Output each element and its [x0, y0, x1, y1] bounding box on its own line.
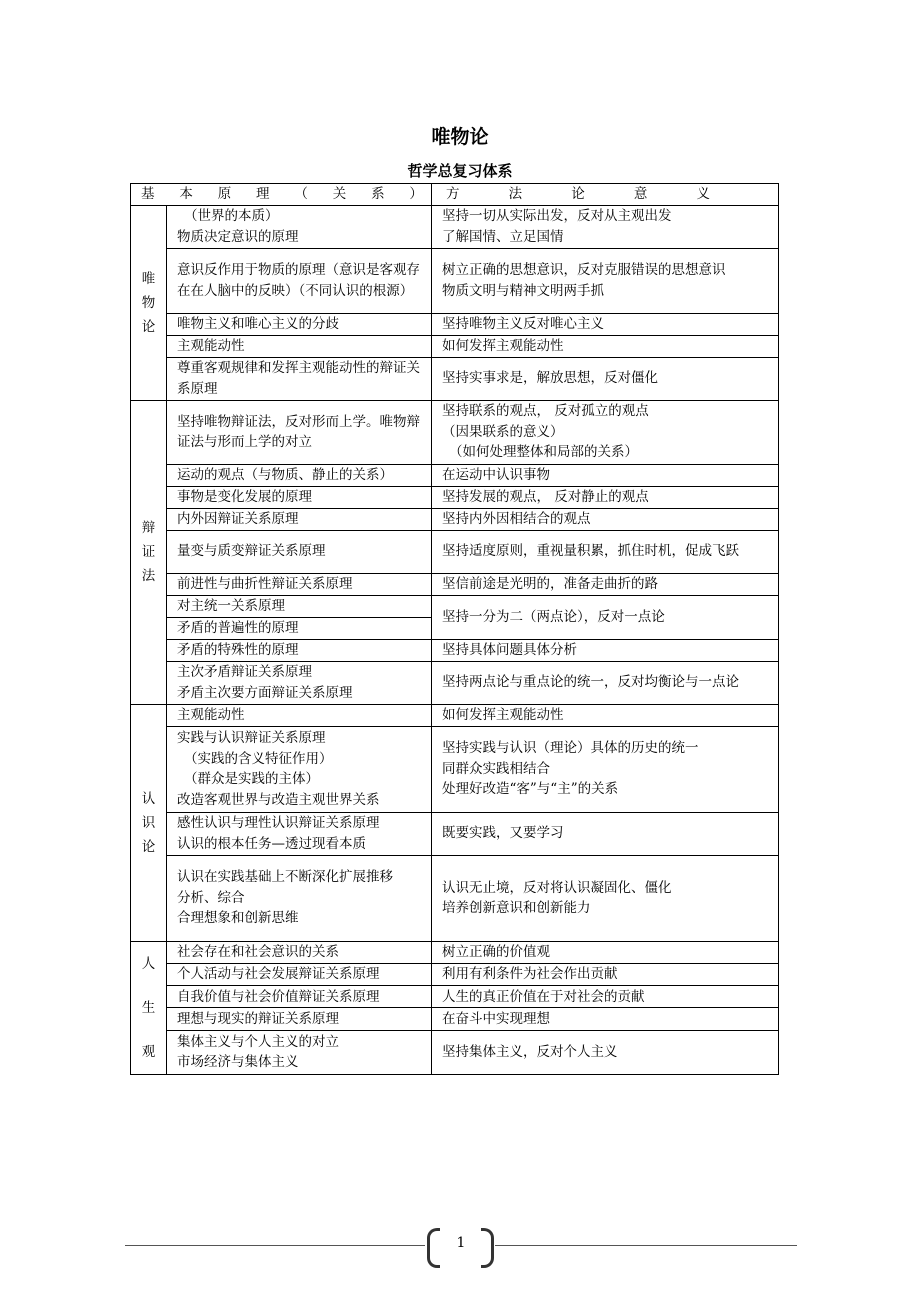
header-methodology: 方 法 论 意 义 [432, 184, 779, 206]
method-cell: 人生的真正价值在于对社会的贡献 [432, 986, 779, 1008]
method-cell: 坚持发展的观点， 反对静止的观点 [432, 486, 779, 508]
method-cell: 坚持唯物主义反对唯心主义 [432, 313, 779, 335]
principle-cell: 事物是变化发展的原理 [167, 486, 432, 508]
principle-cell: 运动的观点（与物质、静止的关系） [167, 464, 432, 486]
table-row [131, 400, 779, 464]
method-cell: 坚持内外因相结合的观点 [432, 508, 779, 530]
principle-cell: 主观能动性 [167, 335, 432, 357]
table-row [131, 941, 779, 963]
table-row [131, 1030, 779, 1074]
principle-cell: 主观能动性 [167, 704, 432, 726]
table-row [131, 986, 779, 1008]
method-cell: 利用有利条件为社会作出贡献 [432, 963, 779, 985]
table-row [131, 1008, 779, 1030]
principle-cell: 社会存在和社会意识的关系 [167, 941, 432, 963]
table-row [131, 248, 779, 313]
method-cell: 坚持一切从实际出发，反对从主观出发 了解国情、立足国情 [432, 205, 779, 248]
table-row [131, 335, 779, 357]
principle-cell: （世界的本质） 物质决定意识的原理 [167, 205, 432, 248]
principle-cell: 尊重客观规律和发挥主观能动性的辩证关系原理 [167, 357, 432, 400]
table-row [131, 726, 779, 812]
method-cell: 如何发挥主观能动性 [432, 335, 779, 357]
principle-cell: 个人活动与社会发展辩证关系原理 [167, 963, 432, 985]
table-row [131, 357, 779, 400]
principle-cell: 感性认识与理性认识辩证关系原理 认识的根本任务—透过现看本质 [167, 812, 432, 855]
principle-cell: 对主统一关系原理 [167, 595, 432, 617]
principle-cell: 前进性与曲折性辩证关系原理 [167, 573, 432, 595]
principle-cell: 主次矛盾辩证关系原理 矛盾主次要方面辩证关系原理 [167, 661, 432, 704]
table-row [131, 855, 779, 941]
method-cell: 坚持联系的观点， 反对孤立的观点 （因果联系的意义） （如何处理整体和局部的关系） [432, 400, 779, 464]
table-header-row [131, 184, 779, 206]
page-title: 唯物论 [431, 126, 489, 148]
method-cell: 既要实践，又要学习 [432, 812, 779, 855]
table-row [131, 530, 779, 573]
bracket-right-icon [481, 1228, 494, 1268]
principle-cell: 自我价值与社会价值辩证关系原理 [167, 986, 432, 1008]
table-row [131, 812, 779, 855]
table-row [131, 595, 779, 617]
principle-cell: 实践与认识辩证关系原理 （实践的含义特征作用） （群众是实践的主体） 改造客观世界与改造主观世界关系 [167, 726, 432, 812]
table-subtitle: 哲学总复习体系 [407, 162, 513, 180]
table-row [131, 205, 779, 248]
table-row [131, 508, 779, 530]
principle-cell: 理想与现实的辩证关系原理 [167, 1008, 432, 1030]
method-cell: 坚持实事求是，解放思想，反对僵化 [432, 357, 779, 400]
table-row [131, 661, 779, 704]
category-outlook-on-life: 人 生 观 [131, 941, 167, 1074]
principle-cell: 集体主义与个人主义的对立 市场经济与集体主义 [167, 1030, 432, 1074]
table-row [131, 704, 779, 726]
bracket-left-icon [427, 1228, 440, 1268]
method-cell: 在运动中认识事物 [432, 464, 779, 486]
table-row [131, 486, 779, 508]
header-principle: 基 本 原 理 （ 关 系 ） [131, 184, 432, 206]
page-number: 1 [456, 1235, 466, 1251]
table-row [131, 573, 779, 595]
page-footer [125, 1228, 797, 1264]
table-row [131, 963, 779, 985]
principle-cell: 意识反作用于物质的原理（意识是客观存在在人脑中的反映）（不同认识的根源） [167, 248, 432, 313]
principle-cell: 矛盾的特殊性的原理 [167, 639, 432, 661]
method-cell: 坚持具体问题具体分析 [432, 639, 779, 661]
method-cell: 坚持一分为二（两点论），反对一点论 [432, 595, 779, 639]
method-cell: 树立正确的思想意识，反对克服错误的思想意识 物质文明与精神文明两手抓 [432, 248, 779, 313]
principle-cell: 量变与质变辩证关系原理 [167, 530, 432, 573]
footer-divider-right [495, 1245, 797, 1246]
principle-cell: 唯物主义和唯心主义的分歧 [167, 313, 432, 335]
principle-cell: 矛盾的普遍性的原理 [167, 617, 432, 639]
method-cell: 树立正确的价值观 [432, 941, 779, 963]
principle-cell: 坚持唯物辩证法，反对形而上学。唯物辩证法与形而上学的对立 [167, 400, 432, 464]
category-materialism: 唯 物 论 [131, 205, 167, 400]
method-cell: 坚持适度原则，重视量积累，抓住时机，促成飞跃 [432, 530, 779, 573]
method-cell: 坚持实践与认识（理论）具体的历史的统一 同群众实践相结合 处理好改造“客”与“主”的关系 [432, 726, 779, 812]
method-cell: 在奋斗中实现理想 [432, 1008, 779, 1030]
footer-divider-left [125, 1245, 425, 1246]
method-cell: 坚持集体主义，反对个人主义 [432, 1030, 779, 1074]
principle-cell: 内外因辩证关系原理 [167, 508, 432, 530]
method-cell: 坚持两点论与重点论的统一，反对均衡论与一点论 [432, 661, 779, 704]
method-cell: 如何发挥主观能动性 [432, 704, 779, 726]
method-cell: 坚信前途是光明的，准备走曲折的路 [432, 573, 779, 595]
principle-cell: 认识在实践基础上不断深化扩展推移 分析、综合 合理想象和创新思维 [167, 855, 432, 941]
category-epistemology: 认 识 论 [131, 704, 167, 941]
method-cell: 认识无止境，反对将认识凝固化、僵化 培养创新意识和创新能力 [432, 855, 779, 941]
table-row [131, 464, 779, 486]
category-dialectics: 辩 证 法 [131, 400, 167, 704]
table-row [131, 313, 779, 335]
table-row [131, 639, 779, 661]
philosophy-table [130, 183, 779, 1075]
